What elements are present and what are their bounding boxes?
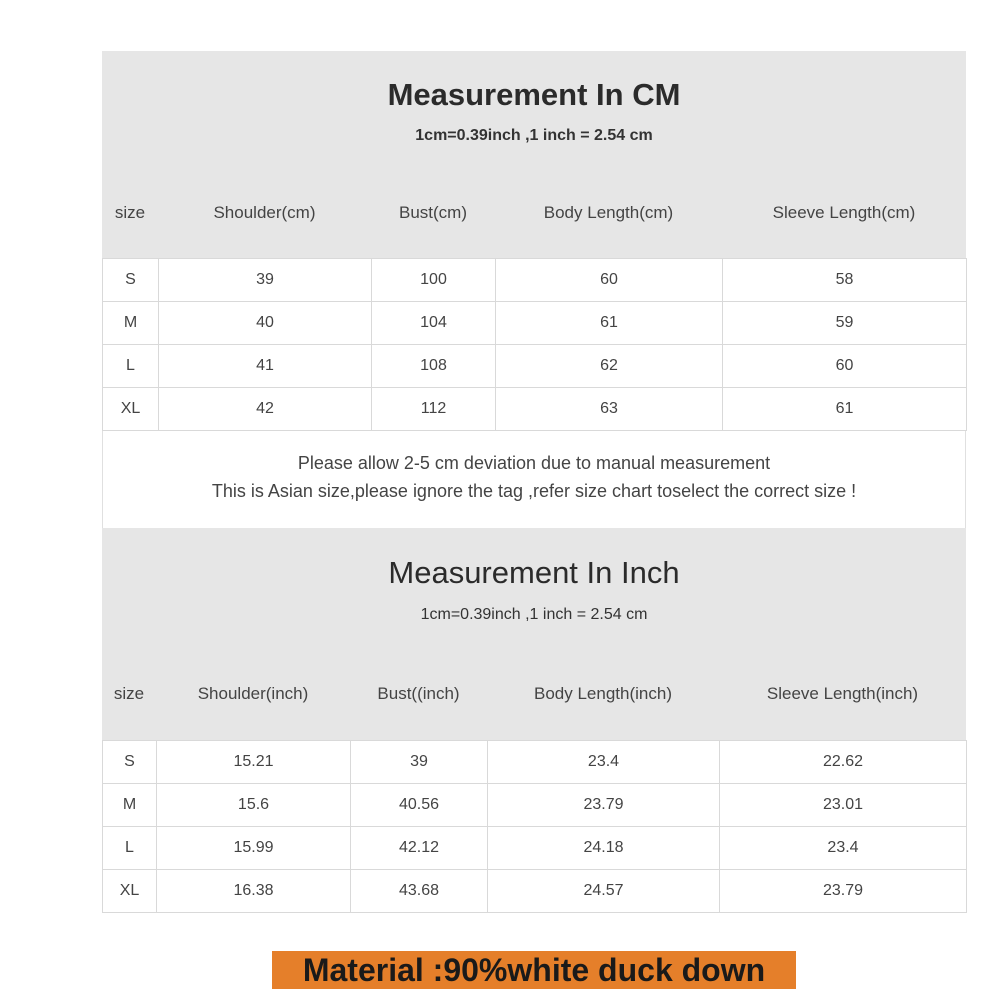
material-label: Material :90%white duck down [272, 951, 796, 989]
sleeve-length-cell: 58 [723, 259, 967, 302]
shoulder-cell: 40 [159, 302, 372, 345]
cm-column-headers [102, 203, 966, 227]
cm-header-size: size [114, 203, 146, 222]
table-row [103, 259, 967, 302]
inch-header-body-length: Body Length(inch) [534, 684, 672, 703]
cm-conversion-note: 1cm=0.39inch ,1 inch = 2.54 cm [415, 127, 653, 144]
body-length-cell: 62 [496, 345, 723, 388]
body-length-cell: 24.57 [488, 870, 720, 913]
table-row [103, 741, 967, 784]
cm-header-body-length: Body Length(cm) [543, 203, 674, 222]
bust-cell: 108 [372, 345, 496, 388]
table-row [103, 388, 967, 431]
table-row [103, 302, 967, 345]
size-cell: XL [103, 870, 157, 913]
bust-cell: 104 [372, 302, 496, 345]
body-length-cell: 24.18 [488, 827, 720, 870]
size-chart [102, 51, 966, 913]
size-cell: L [103, 827, 157, 870]
bust-cell: 40.56 [351, 784, 488, 827]
inch-conversion-note: 1cm=0.39inch ,1 inch = 2.54 cm [420, 606, 648, 623]
body-length-cell: 63 [496, 388, 723, 431]
cm-title: Measurement In CM [387, 77, 681, 112]
size-cell: XL [103, 388, 159, 431]
inch-header-bust: Bust((inch) [377, 684, 460, 703]
sleeve-length-cell: 23.79 [720, 870, 967, 913]
table-row [103, 827, 967, 870]
inch-table [102, 740, 967, 913]
sleeve-length-cell: 60 [723, 345, 967, 388]
cm-table [102, 258, 967, 431]
table-row [103, 345, 967, 388]
shoulder-cell: 15.21 [157, 741, 351, 784]
size-cell: M [103, 784, 157, 827]
size-cell: S [103, 259, 159, 302]
shoulder-cell: 16.38 [157, 870, 351, 913]
inch-header-shoulder: Shoulder(inch) [197, 684, 309, 703]
cm-section-header [102, 51, 966, 258]
sleeve-length-cell: 23.01 [720, 784, 967, 827]
bust-cell: 112 [372, 388, 496, 431]
sleeve-length-cell: 61 [723, 388, 967, 431]
bust-cell: 39 [351, 741, 488, 784]
inch-header-sleeve-length: Sleeve Length(inch) [766, 684, 919, 703]
bust-cell: 42.12 [351, 827, 488, 870]
asian-size-note: This is Asian size,please ignore the tag ,refer size chart toselect the correct size ! [211, 481, 857, 501]
deviation-note: Please allow 2-5 cm deviation due to manual measurement [297, 453, 771, 473]
size-cell: L [103, 345, 159, 388]
bust-cell: 43.68 [351, 870, 488, 913]
size-cell: M [103, 302, 159, 345]
shoulder-cell: 15.6 [157, 784, 351, 827]
table-row [103, 870, 967, 913]
cm-header-bust: Bust(cm) [399, 203, 467, 222]
sleeve-length-cell: 59 [723, 302, 967, 345]
table-row [103, 784, 967, 827]
inch-title: Measurement In Inch [388, 555, 680, 590]
inch-section-header [102, 528, 966, 740]
body-length-cell: 61 [496, 302, 723, 345]
inch-column-headers [102, 684, 966, 708]
body-length-cell: 60 [496, 259, 723, 302]
shoulder-cell: 39 [159, 259, 372, 302]
body-length-cell: 23.79 [488, 784, 720, 827]
sleeve-length-cell: 22.62 [720, 741, 967, 784]
sleeve-length-cell: 23.4 [720, 827, 967, 870]
cm-header-shoulder: Shoulder(cm) [213, 203, 316, 222]
bust-cell: 100 [372, 259, 496, 302]
cm-header-sleeve-length: Sleeve Length(cm) [772, 203, 916, 222]
shoulder-cell: 41 [159, 345, 372, 388]
deviation-notes [102, 431, 966, 528]
inch-header-size: size [113, 684, 145, 703]
shoulder-cell: 42 [159, 388, 372, 431]
body-length-cell: 23.4 [488, 741, 720, 784]
shoulder-cell: 15.99 [157, 827, 351, 870]
size-cell: S [103, 741, 157, 784]
